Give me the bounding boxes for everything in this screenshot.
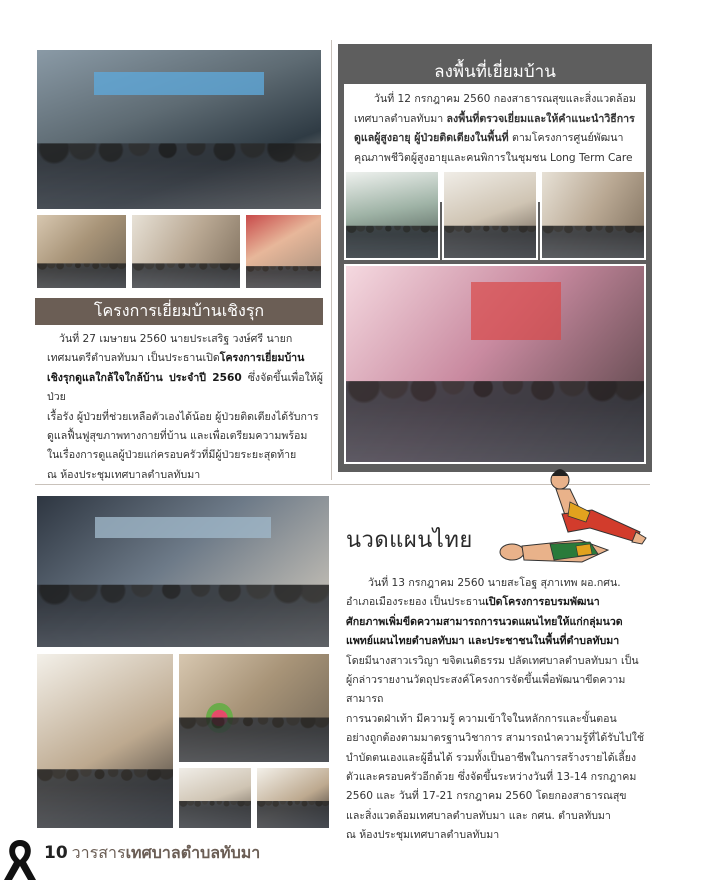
text-line: ณ ห้องประชุมเทศบาลตำบลทับมา bbox=[47, 468, 201, 481]
photo-home-visit-3 bbox=[540, 170, 646, 260]
photo-thai-massage-group bbox=[35, 494, 331, 649]
text-line: ผู้กล่าวรายงานวัตถุประสงค์โครงการจัดขึ้นเพื่อพัฒนาขีดความสามารถ bbox=[346, 674, 626, 706]
text-line: ตัวและครอบครัวอีกด้วย ซึ่งจัดขึ้นระหว่างวันที่ 13-14 กรกฎาคม bbox=[346, 771, 637, 784]
panel-home-visit bbox=[338, 44, 652, 472]
text-line: เทศบาลตำบลทับมา ลงพื้นที่ตรวจเยี่ยมและให้คำแนะนำวิธีการ bbox=[354, 112, 635, 125]
section-title-proactive-visit bbox=[35, 298, 323, 325]
photo-home-visit-main bbox=[344, 264, 646, 464]
text-line: ศักยภาพเพิ่มขีดความสามารถการนวดแผนไทยให้แก่กลุ่มนวด bbox=[346, 615, 623, 628]
photo-home-visit-2 bbox=[442, 170, 538, 260]
photo-proactive-visit-2 bbox=[130, 213, 242, 290]
thai-massage-illustration bbox=[490, 462, 650, 572]
photo-proactive-visit-3 bbox=[244, 213, 323, 290]
text-line: บำบัดตนเองและผู้อื่นได้ รวมทั้งเป็นอาชีพในการสร้างรายได้เลี้ยง bbox=[346, 751, 637, 764]
text-line: วันที่ 13 กรกฎาคม 2560 นายสะโอฐ สุภาเทพ ผอ.กศน. bbox=[368, 577, 621, 589]
page-footer bbox=[0, 840, 260, 866]
page-number: 10 bbox=[44, 843, 68, 863]
photo-home-visit-1 bbox=[344, 170, 440, 260]
text-line: เชิงรุกดูแลใกล้ใจใกล้บ้าน ประจำปี 2560 ซึ่งจัดขึ้นเพื่อให้ผู้ป่วย bbox=[47, 371, 323, 404]
text-line: อำเภอเมืองระยอง เป็นประธานเปิดโครงการอบรมพัฒนา bbox=[346, 596, 600, 609]
text-line: ดูแลผู้สูงอายุ ผู้ป่วยติดเตียงในพื้นที่ ตามโครงการศูนย์พัฒนา bbox=[354, 132, 624, 144]
photo-thai-massage-training bbox=[35, 652, 175, 830]
column-divider bbox=[331, 40, 332, 480]
text-line: อย่างถูกต้องตามมาตรฐานวิชาการ สามารถนำความรู้ที่ได้รับไปใช้ bbox=[346, 732, 645, 745]
section-title-text: โครงการเยี่ยมบ้านเชิงรุก bbox=[93, 301, 265, 320]
article-thai-massage bbox=[346, 574, 652, 846]
text-line: และสิ่งแวดล้อมเทศบาลตำบลทับมา และ กศน. ตำบลทับมา bbox=[346, 809, 611, 822]
text-line: 2560 และ วันที่ 17-21 กรกฎาคม 2560 โดยกองสาธารณสุข bbox=[346, 790, 627, 803]
journal-prefix: วารสาร bbox=[71, 842, 126, 862]
text-line: วันที่ 27 เมษายน 2560 นายประเสริฐ วงษ์ศรี นายก bbox=[59, 333, 293, 345]
text-line: แพทย์แผนไทยตำบลทับมา และประชาชนในพื้นที่ตำบลทับมา bbox=[346, 635, 620, 648]
text-line: ณ ห้องประชุมเทศบาลตำบลทับมา bbox=[346, 829, 500, 842]
text-line: การนวดฝ่าเท้า มีความรู้ ความเข้าใจในหลักการและขั้นตอน bbox=[346, 712, 617, 725]
photo-proactive-visit-group bbox=[35, 48, 323, 211]
section-title-home-visit: ลงพื้นที่เยี่ยมบ้าน bbox=[434, 62, 556, 82]
photo-thai-massage-ceremony bbox=[177, 652, 331, 764]
text-line: วันที่ 12 กรกฎาคม 2560 กองสาธารณสุขและสิ่งแวดล้อม bbox=[374, 93, 636, 105]
text-line: คุณภาพชีวิตผู้สูงอายุและคนพิการในชุมชน Long Term Care bbox=[354, 151, 633, 164]
photo-proactive-visit-1 bbox=[35, 213, 128, 290]
photo-thai-massage-speaker-2 bbox=[255, 766, 331, 830]
text-line: โดยมีนางสาวเรวิญา ขจิตเนติธรรม ปลัดเทศบาลตำบลทับมา เป็น bbox=[346, 654, 639, 667]
text-line: เทศมนตรีตำบลทับมา เป็นประธานเปิดโครงการเยี่ยมบ้าน bbox=[47, 352, 305, 365]
text-line: ในเรื่องการดูแลผู้ป่วยแก่ครอบครัวที่มีผู้ป่วยระยะสุดท้าย bbox=[47, 449, 297, 462]
text-line: ดูแลฟื้นฟูสุขภาพทางกายที่บ้าน และเพื่อเตรียมความพร้อม bbox=[47, 430, 308, 443]
text-line: เรื้อรัง ผู้ป่วยที่ช่วยเหลือตัวเองได้น้อย ผู้ป่วยติดเตียงได้รับการ bbox=[47, 410, 319, 423]
journal-name: เทศบาลตำบลทับมา bbox=[125, 842, 261, 862]
photo-thai-massage-speaker-1 bbox=[177, 766, 253, 830]
article-proactive-visit bbox=[47, 330, 323, 485]
section-title-thai-massage: นวดแผนไทย bbox=[346, 528, 473, 553]
